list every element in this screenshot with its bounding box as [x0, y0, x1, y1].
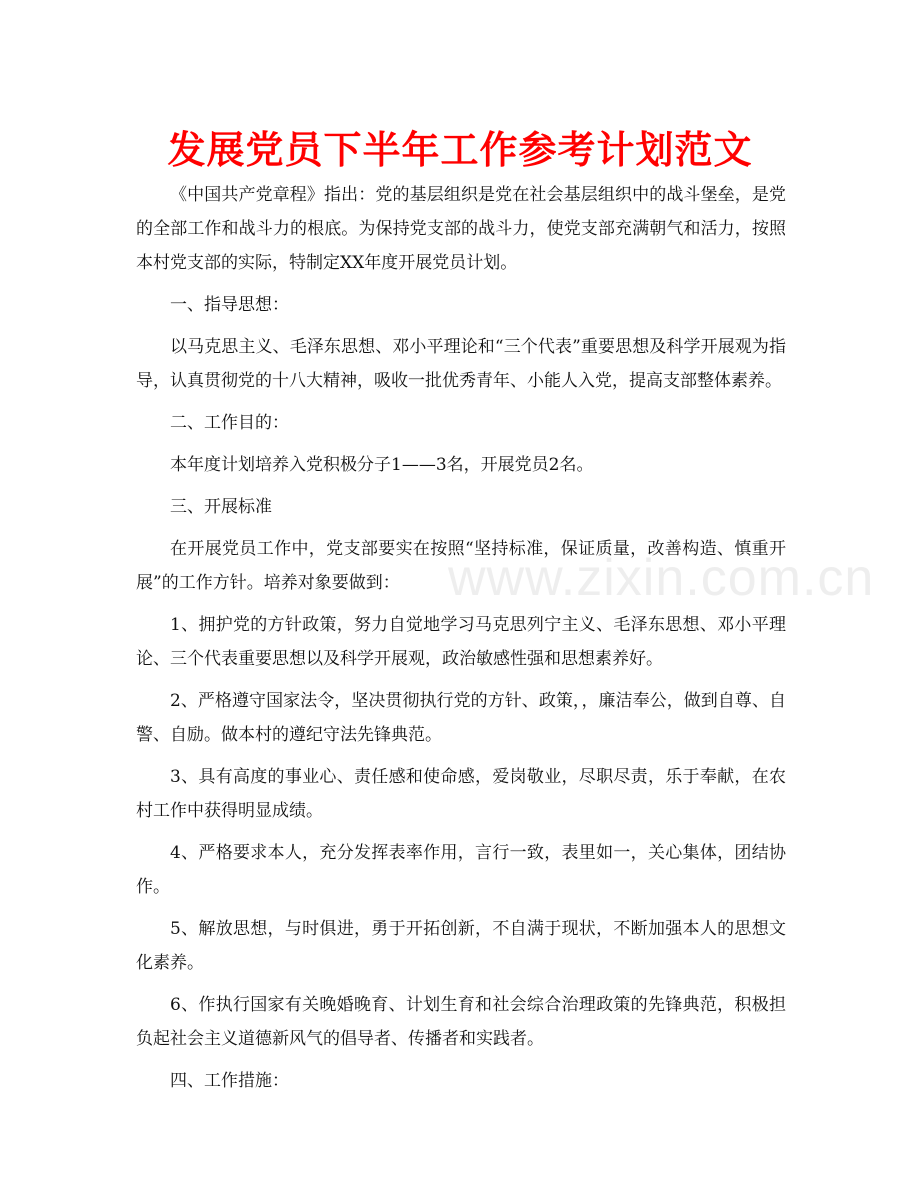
- heading-standards: 三、开展标准: [170, 497, 272, 517]
- watermark-text: www.zixin.com.cn: [448, 549, 875, 607]
- paragraph-intro: 《中国共产党章程》指出：党的基层组织是党在社会基层组织中的战斗堡垒，是党的全部工作和战斗力的根底。为保持党支部的战斗力，使党支部充满朝气和活力，按照本村党支部的实际，特制定XX年度开展党员计划。: [136, 185, 786, 273]
- list-item-2: 2、严格遵守国家法令，坚决贯彻执行党的方针、政策，，廉洁奉公，做到自尊、自警、自励。做本村的遵纪守法先锋典范。: [136, 691, 786, 745]
- list-item-3: 3、具有高度的事业心、责任感和使命感，爱岗敬业，尽职尽责，乐于奉献，在农村工作中获得明显成绩。: [136, 767, 786, 821]
- list-item-4: 4、严格要求本人，充分发挥表率作用，言行一致，表里如一，关心集体，团结协作。: [136, 843, 786, 897]
- heading-work-goal: 二、工作目的：: [170, 413, 289, 433]
- paragraph-guiding-ideology: 以马克思主义、毛泽东思想、邓小平理论和“三个代表”重要思想及科学开展观为指导，认真贯彻党的十八大精神，吸收一批优秀青年、小能人入党，提高支部整体素养。: [136, 337, 786, 391]
- paragraph-standards: 在开展党员工作中，党支部要实在按照“坚持标准，保证质量，改善构造、慎重开展”的工作方针。培养对象要做到：: [136, 539, 786, 593]
- paragraph-work-goal: 本年度计划培养入党积极分子1——3名，开展党员2名。: [170, 455, 594, 475]
- list-item-6: 6、作执行国家有关晚婚晚育、计划生育和社会综合治理政策的先锋典范，积极担负起社会主义道德新风气的倡导者、传播者和实践者。: [136, 995, 786, 1049]
- heading-guiding-ideology: 一、指导思想：: [170, 295, 289, 315]
- document-body: [136, 178, 786, 1106]
- list-item-1: 1、拥护党的方针政策，努力自觉地学习马克思列宁主义、毛泽东思想、邓小平理论、三个代表重要思想以及科学开展观，政治敏感性强和思想素养好。: [136, 615, 786, 669]
- heading-work-measures: 四、工作措施：: [170, 1071, 289, 1091]
- document-title: 发展党员下半年工作参考计划范文: [167, 128, 753, 172]
- list-item-5: 5、解放思想，与时俱进，勇于开拓创新，不自满于现状，不断加强本人的思想文化素养。: [136, 919, 786, 973]
